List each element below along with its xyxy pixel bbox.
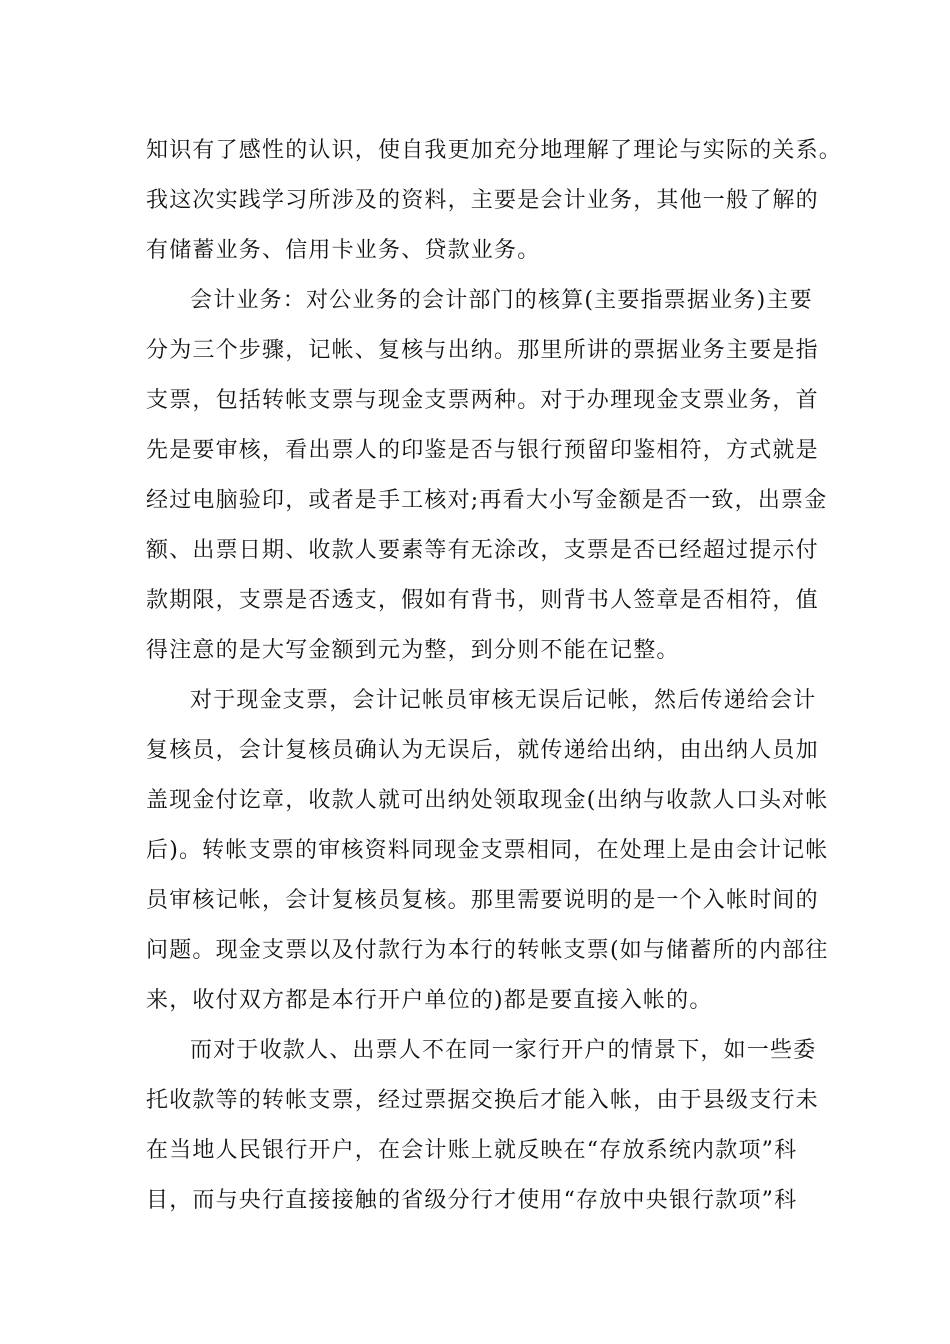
text-line: 分为三个步骤，记帐、复核与出纳。那里所讲的票据业务主要是指	[146, 338, 819, 363]
text-line: 盖现金付讫章，收款人就可出纳处领取现金(出纳与收款人口头对帐	[146, 788, 829, 813]
text-line: 后)。转帐支票的审核资料同现金支票相同，在处理上是由会计记帐	[146, 838, 829, 863]
text-line: 先是要审核，看出票人的印鉴是否与银行预留印鉴相符，方式就是	[146, 438, 819, 463]
text-line: 目，而与央行直接接触的省级分行才使用“存放中央银行款项”科	[146, 1188, 798, 1213]
text-line: 来，收付双方都是本行开户单位的)都是要直接入帐的。	[146, 988, 713, 1013]
text-line: 托收款等的转帐支票，经过票据交换后才能入帐，由于县级支行未	[146, 1088, 819, 1113]
text-line: 有储蓄业务、信用卡业务、贷款业务。	[146, 238, 541, 263]
text-line: 问题。现金支票以及付款行为本行的转帐支票(如与储蓄所的内部往	[146, 938, 829, 963]
paragraph-start-line: 对于现金支票，会计记帐员审核无误后记帐，然后传递给会计	[190, 688, 817, 713]
text-line: 在当地人民银行开户，在会计账上就反映在“存放系统内款项”科	[146, 1138, 798, 1163]
text-line: 得注意的是大写金额到元为整，到分则不能在记整。	[146, 638, 680, 663]
text-line: 员审核记帐，会计复核员复核。那里需要说明的是一个入帐时间的	[146, 888, 819, 913]
text-line: 经过电脑验印，或者是手工核对;再看大小写金额是否一致，出票金	[146, 488, 828, 513]
paragraph-start-line: 会计业务：对公业务的会计部门的核算(主要指票据业务)主要	[190, 288, 813, 313]
text-line: 知识有了感性的认识，使自我更加充分地理解了理论与实际的关系。	[146, 138, 843, 163]
body-text	[146, 126, 843, 1226]
text-line: 复核员，会计复核员确认为无误后，就传递给出纳，由出纳人员加	[146, 738, 819, 763]
text-line: 支票，包括转帐支票与现金支票两种。对于办理现金支票业务，首	[146, 388, 819, 413]
text-line: 款期限，支票是否透支，假如有背书，则背书人签章是否相符，值	[146, 588, 819, 613]
text-line: 我这次实践学习所涉及的资料，主要是会计业务，其他一般了解的	[146, 188, 819, 213]
paragraph-start-line: 而对于收款人、出票人不在同一家行开户的情景下，如一些委	[190, 1038, 817, 1063]
text-line: 额、出票日期、收款人要素等有无涂改，支票是否已经超过提示付	[146, 538, 819, 563]
